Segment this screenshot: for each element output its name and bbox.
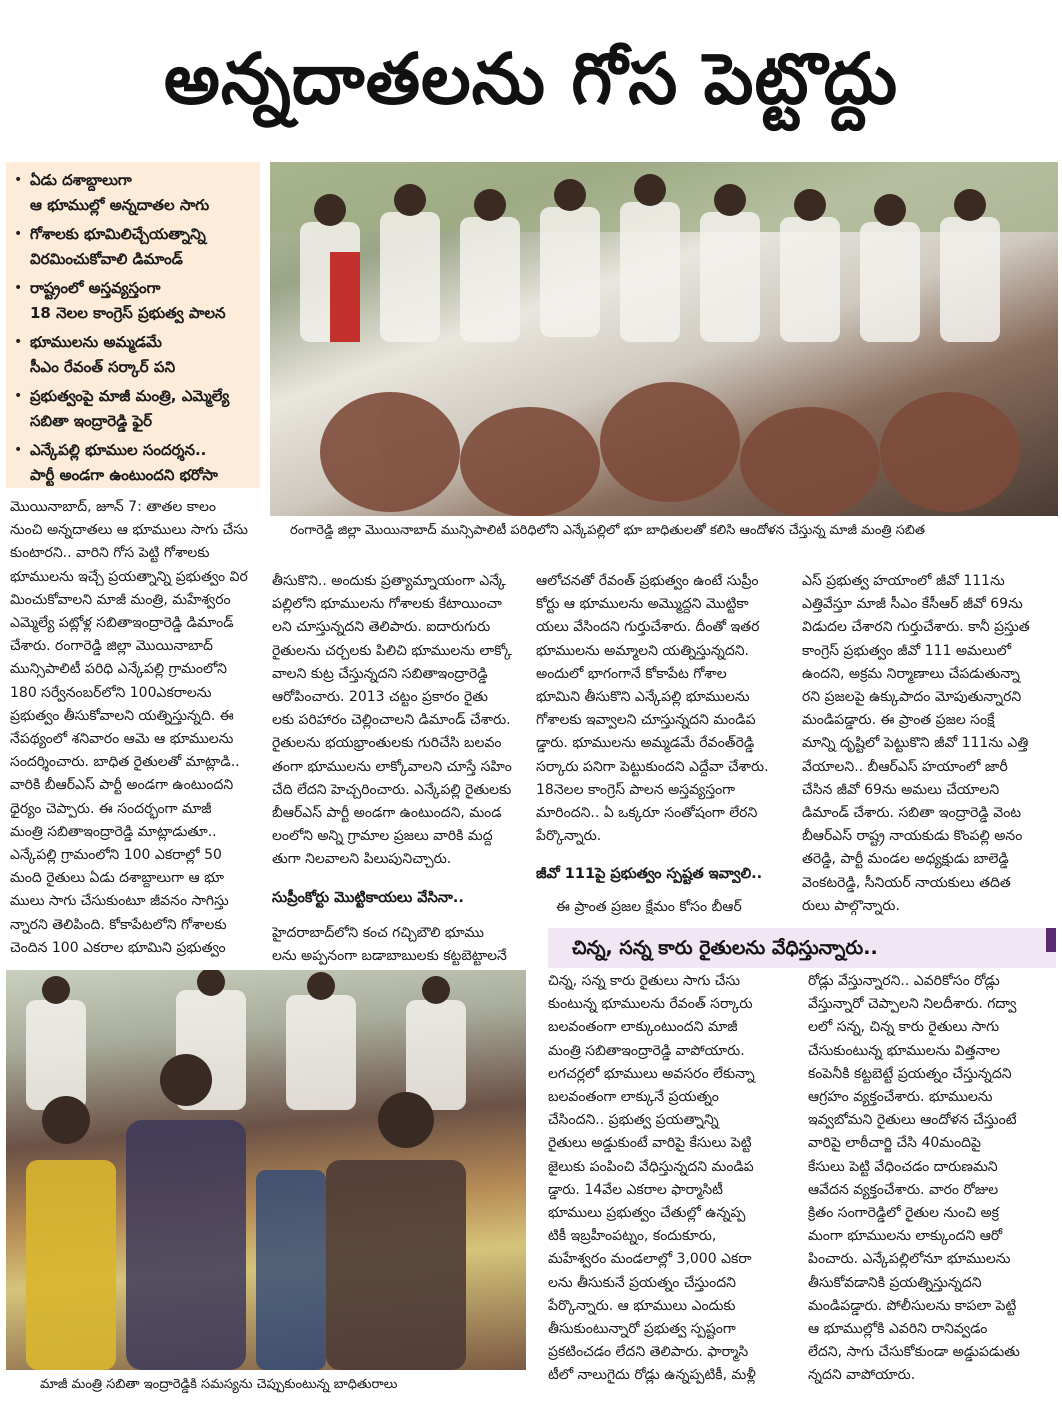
text-line: రైతులు అడ్డుకుంటే వారిపై కేసులు పెట్టి: [548, 1135, 752, 1152]
text-line: ఈ ప్రాంత ప్రజల క్షేమం కోసం బీఆర్: [556, 899, 742, 916]
text-line: రులు పాల్గొన్నారు.: [802, 897, 900, 914]
article-column-1: [10, 496, 262, 960]
text-line: తుగా నిలవాలని పిలుపునిచ్చారు.: [272, 851, 452, 868]
text-line: 180 సర్వేనంబర్‌లోని 100ఎకరాలను: [10, 684, 212, 701]
box-heading: చిన్న, సన్న కారు రైతులను వేధిస్తున్నారు..: [548, 928, 1056, 968]
text-line: జైలుకు పంపించి వేధిస్తున్నదని మండిప: [548, 1158, 754, 1175]
highlight-item: [14, 222, 254, 272]
highlight-text: [30, 222, 206, 272]
text-line: భూములు ప్రభుత్వం చేతుల్లో ఉన్నప్ప: [548, 1205, 746, 1222]
text-line: మంగా భూములను లాక్కుందని ఆరో: [808, 1228, 1003, 1245]
text-line: ఆ భూముల్లోకి ఎవరిని రానివ్వడం: [808, 1321, 988, 1338]
text-line: పేర్కొన్నారు. ఆ భూములు ఎందుకు: [548, 1297, 736, 1314]
text-line: మహేశ్వరం మండలాల్లో 3,000 ఎకరా: [548, 1251, 752, 1268]
text-line: హైదరాబాద్‌లోని కంచ గచ్చిబౌలి భూము: [272, 924, 484, 941]
text-line: మండిపడ్డారు. పోలీసులను కాపలా పెట్టి: [808, 1297, 1017, 1314]
highlight-line: సబితా ఇంద్రారెడ్డి ఫైర్: [30, 412, 153, 430]
text-line: మండిపడ్డారు. ఈ ప్రాంత ప్రజల సంక్షే: [802, 712, 995, 729]
highlight-line: గోశాలకు భూమిలిచ్చేయత్నాన్ని: [30, 225, 206, 243]
bullet-icon: •: [14, 334, 23, 350]
text-line: ప్రకటించడం లేదని తెలిపారు. ఫార్మాసి: [548, 1344, 749, 1361]
text-line: తరెడ్డి, పార్టీ మండల అధ్యక్షుడు బాలెడ్డి: [802, 851, 1009, 868]
text-line: కుంటున్న భూములను రేవంత్ సర్కారు: [548, 996, 753, 1013]
text-line: ఉందని, అక్రమ నిర్మాణాలు చేపడుతున్నా: [802, 665, 1020, 682]
highlight-line: పార్టీ అండగా ఉంటుందని భరోసా: [30, 466, 218, 484]
text-line: రోడ్లు వేస్తున్నారని.. ఎవరికోసం రోడ్లు: [808, 973, 1000, 989]
text-line: కాంగ్రెస్ ప్రభుత్వం జీవో 111 అమలులో: [802, 642, 1012, 659]
text-line: నుంచి అన్నదాతలు ఆ భూములు సాగు చేసు: [10, 522, 248, 539]
text-line: వాలని కుట్ర చేస్తున్నదని సబితాఇంద్రారెడ్డి: [272, 665, 488, 682]
text-line: తంగా భూములను లాక్కోవాలని చూస్తే సహిం: [272, 758, 512, 775]
text-line: మంది రైతులు ఏడు దశాబ్దాలుగా ఆ భూ: [10, 870, 224, 887]
text-line: చేది లేదని హెచ్చరించారు. ఎన్కేపల్లి రైతులకు: [272, 781, 512, 798]
text-line: ఎత్తివేస్తూ మాజీ సీఎం కేసీఆర్ జీవో 69ను: [802, 596, 1023, 613]
text-line: నేపథ్యంలో శనివారం ఆమె ఆ భూములను: [10, 731, 234, 748]
text-line: ఆగ్రహం వ్యక్తంచేశారు. భూములను: [808, 1089, 993, 1106]
people-illustration: [6, 970, 526, 1370]
text-line: ఎన్కేపల్లి గ్రామంలోని 100 ఎకరాల్లో 50: [10, 847, 222, 864]
text-line: కేసులు పెట్టి వేధించడం దారుణమని: [808, 1158, 998, 1175]
text-line: ఎమ్మెల్యే పట్లోళ్ల సబితాఇంద్రారెడ్డి డిమాండ్: [10, 615, 234, 632]
highlight-line: విరమించుకోవాలి డిమాండ్: [30, 250, 183, 268]
text-line: చేసుకుంటున్న భూములను విత్తనాల: [808, 1042, 1001, 1059]
text-line: కంపెనీకి కట్టబెట్టే ప్రయత్నం చేస్తున్నదని: [808, 1065, 1012, 1082]
text-line: భూమిని తీసుకొని ఎన్కేపల్లి భూములను: [536, 689, 750, 706]
bottom-photo: [6, 970, 526, 1370]
text-line: తీసుకుంటున్నారో ప్రభుత్వ స్పష్టంగా: [548, 1321, 736, 1338]
top-photo: [270, 162, 1058, 516]
highlight-text: [30, 438, 218, 488]
text-line: న్నదని వాపోయారు.: [808, 1367, 916, 1384]
text-line: పేర్కొన్నారు.: [536, 828, 602, 845]
text-line: వారికి బీఆర్ఎస్ పార్టీ అండగా ఉంటుందని: [10, 777, 234, 794]
text-line: మాన్ని దృష్టిలో పెట్టుకొని జీవో 111ను ఎత్తి: [802, 735, 1029, 752]
text-line: ములు సాగు చేసుకుంటూ జీవనం సాగిస్తు: [10, 893, 229, 910]
text-line: మంత్రి సబితాఇంద్రారెడ్డి వాపోయారు.: [548, 1042, 745, 1059]
top-photo-caption: రంగారెడ్డి జిల్లా మొయినాబాద్ మున్సిపాలిటీ పరిధిలోని ఎన్కేపల్లిలో భూ బాధితులతో కలిసి ఆందోళన చేస్తున్న మాజీ మంత్రి సబిత: [290, 523, 925, 538]
highlight-item: [14, 168, 254, 218]
highlight-item: [14, 330, 254, 380]
text-line: చెందిన 100 ఎకరాల భూమిని ప్రభుత్వం: [10, 939, 226, 956]
highlight-line: ఏడు దశాబ్దాలుగా: [30, 171, 132, 189]
highlight-line: రాష్ట్రంలో అస్తవ్యస్తంగా: [30, 279, 161, 297]
bullet-icon: •: [14, 280, 23, 296]
text-line: వేయాలని.. బీఆర్ఎస్ హయాంలో జారీ: [802, 758, 1008, 775]
text-line: లను అప్పనంగా బడాబాబులకు కట్టబెట్టాలనే: [272, 947, 507, 964]
text-line: చేశారు. రంగారెడ్డి జిల్లా మొయినాబాద్: [10, 638, 213, 655]
text-line: రైతులను భయభ్రాంతులకు గురిచేసి బలవం: [272, 735, 502, 752]
text-line: ఇవ్వబోమని రైతులు ఆందోళన చేస్తుంటే: [808, 1112, 1017, 1129]
text-line: 18నెలల కాంగ్రెస్ పాలన అస్తవ్యస్తంగా: [536, 781, 736, 798]
text-line: డిమాండ్ చేశారు. సబితా ఇంద్రారెడ్డి వెంట: [802, 805, 1022, 822]
crowd-illustration: [270, 162, 1058, 516]
subheading-supreme-court: సుప్రీంకోర్టు మొట్టికాయలు వేసినా..: [272, 889, 464, 906]
text-line: బీఆర్ఎస్ పార్టీ అండగా ఉంటుందని, మండ: [272, 805, 502, 822]
text-line: చేసిన జీవో 69ను అమలు చేయాలని: [802, 781, 1000, 798]
bullet-icon: •: [14, 442, 23, 458]
text-line: లకు పరిహారం చెల్లించాలని డిమాండ్ చేశారు.: [272, 712, 511, 729]
text-line: న్నారని తెలిపింది. కోకాపేటలోని గోశాలకు: [10, 916, 227, 933]
text-line: వెంకటరెడ్డి, సీనియర్ నాయకులు తదిత: [802, 874, 1011, 891]
text-line: యలు వేసిందని గుర్తుచేశారు. దీంతో ఇతర: [536, 619, 760, 636]
text-line: ఆరోపించారు. 2013 చట్టం ప్రకారం రైతు: [272, 689, 489, 706]
text-line: ప్రభుత్వం తీసుకోవాలని యత్నిస్తున్నది. ఈ: [10, 707, 234, 724]
text-line: ఎస్ ప్రభుత్వ హయాంలో జీవో 111ను: [802, 573, 1005, 589]
highlight-line: 18 నెలల కాంగ్రెస్ ప్రభుత్వ పాలన: [30, 304, 226, 322]
subheading-go-111: జీవో 111పై ప్రభుత్వం స్పష్టత ఇవ్వాలి..: [536, 866, 763, 883]
highlight-line: సీఎం రేవంత్ సర్కార్ పని: [30, 358, 176, 376]
text-line: కుంటారని.. వారిని గోస పెట్టి గోశాలకు: [10, 545, 210, 562]
text-line: డ్డారు. 14వేల ఎకరాల ఫార్మాసిటీ: [548, 1181, 723, 1198]
text-line: వారిపై లాఠీచార్జి చేసి 40మందిపై: [808, 1135, 982, 1152]
highlight-line: ఆ భూముల్లో అన్నదాతల సాగు: [30, 196, 210, 214]
text-line: గోశాలకు ఇవ్వాలని చూస్తున్నదని మండిప: [536, 712, 756, 729]
highlight-item: [14, 438, 254, 488]
text-line: సందర్శించారు. బాధిత రైతులతో మాట్లాడి..: [10, 754, 240, 771]
text-line: కోర్టు ఆ భూములను అమ్మొద్దని మొట్టికా: [536, 596, 749, 613]
text-line: డ్డారు. భూములను అమ్మడమే రేవంత్‌రెడ్డి: [536, 735, 755, 752]
text-line: ఆలోచనతో రేవంత్ ప్రభుత్వం ఉంటే సుప్రీం: [536, 573, 759, 589]
text-line: రని ప్రజలపై ఉక్కుపాదం మోపుతున్నారని: [802, 689, 1022, 706]
text-line: భూములను అమ్మాలని యత్నిస్తున్నదని.: [536, 642, 750, 659]
bottom-photo-caption: మాజీ మంత్రి సబితా ఇంద్రారెడ్డికి సమస్యను చెప్పుకుంటున్న బాధితురాలు: [40, 1377, 398, 1392]
highlight-text: [30, 330, 175, 380]
text-line: మొయినాబాద్, జూన్ 7: తాతల కాలం: [10, 499, 216, 515]
headline: అన్నదాతలను గోస పెట్టొద్దు: [163, 38, 899, 120]
text-line: ఆవేదన వ్యక్తంచేశారు. వారం రోజుల: [808, 1181, 999, 1198]
highlight-line: భూములను అమ్మడమే: [30, 333, 162, 351]
text-line: అందులో భాగంగానే కోకాపేట గోశాల: [536, 665, 727, 682]
bullet-icon: •: [14, 226, 23, 242]
text-line: ధైర్యం చెప్పారు. ఈ సందర్భంగా మాజీ: [10, 800, 212, 817]
highlight-text: [30, 168, 209, 218]
text-line: పల్లిలోని భూములను గోశాలకు కేటాయించా: [272, 596, 502, 613]
text-line: తీసుకోవడానికి ప్రయత్నిస్తున్నదని: [808, 1274, 982, 1291]
text-line: టికీ ఇబ్రహీంపట్నం, కందుకూరు,: [548, 1228, 717, 1245]
text-line: పించారు. ఎన్కేపల్లిలోనూ భూములను: [808, 1251, 1011, 1268]
text-line: లేదని, సాగు చేసుకోకుండా అడ్డుపడుతు: [808, 1344, 1020, 1361]
text-line: మారిందని.. ఏ ఒక్కరూ సంతోషంగా లేరని: [536, 805, 758, 822]
text-line: లను తీసుకునే ప్రయత్నం చేస్తుందని: [548, 1274, 736, 1291]
text-line: మించుకోవాలని మాజీ మంత్రి, మహేశ్వరం: [10, 591, 231, 608]
text-line: మంత్రి సబితాఇంద్రారెడ్డి మాట్లాడుతూ..: [10, 823, 217, 840]
text-line: టీలో నాలుగైదు రోడ్లు ఉన్నప్పటికీ, మళ్లీ: [548, 1367, 756, 1384]
highlights-box: [6, 162, 260, 488]
text-line: బీఆర్ఎస్ రాష్ట్ర నాయకుడు కొంపల్లి అనం: [802, 828, 1023, 845]
text-line: భూములను ఇచ్చే ప్రయత్నాన్ని ప్రభుత్వం విర: [10, 568, 248, 585]
highlight-line: ఎన్కేపల్లి భూముల సందర్శన..: [30, 441, 207, 459]
text-line: మున్సిపాలిటీ పరిధి ఎన్కేపల్లి గ్రామంలోని: [10, 661, 227, 678]
text-line: లంలోని అన్ని గ్రామాల ప్రజలు వారికి మద్ద: [272, 828, 493, 845]
highlight-line: ప్రభుత్వంపై మాజీ మంత్రి, ఎమ్మెల్యే: [30, 387, 230, 405]
text-line: లగచర్లలో భూములు అవసరం లేకున్నా: [548, 1065, 755, 1082]
text-line: చిన్న, సన్న కారు రైతులు సాగు చేసు: [548, 973, 741, 989]
text-line: రైతులను చర్చలకు పిలిచి భూములను లాక్కో: [272, 642, 512, 659]
text-line: లలో సన్న, చిన్న కారు రైతులు సాగు: [808, 1019, 1000, 1036]
article-column-2: [272, 570, 522, 968]
box-column-2: [808, 970, 1056, 1388]
bullet-icon: •: [14, 388, 23, 404]
box-column-1: [548, 970, 796, 1388]
text-line: లని చూస్తున్నదని తెలిపారు. ఐదారుగురు: [272, 619, 491, 636]
highlight-item: [14, 384, 254, 434]
text-line: సర్కారు పనిగా పెట్టుకుందని ఎద్దేవా చేశారు.: [536, 758, 769, 775]
text-line: బలవంతంగా లాక్కునే ప్రయత్నం: [548, 1089, 719, 1106]
text-line: క్రితం సంగారెడ్డిలో రైతుల నుంచి అక్ర: [808, 1205, 999, 1222]
text-line: వేస్తున్నారో చెప్పాలని నిలదీశారు. గద్వా: [808, 996, 1017, 1013]
highlight-item: [14, 276, 254, 326]
text-line: తీసుకొని.. అందుకు ప్రత్యామ్నాయంగా ఎన్కే: [272, 573, 506, 589]
article-column-3: [536, 570, 788, 920]
highlight-text: [30, 276, 225, 326]
highlight-text: [30, 384, 229, 434]
text-line: బలవంతంగా లాక్కుంటుందని మాజీ: [548, 1019, 738, 1036]
text-line: విడుదల చేశారని గుర్తుచేశారు. కానీ ప్రస్తుత: [802, 619, 1030, 636]
box-accent-bar: [1046, 928, 1056, 952]
bullet-icon: •: [14, 172, 23, 188]
text-line: చేసిందని.. ప్రభుత్వ ప్రయత్నాన్ని: [548, 1112, 719, 1129]
article-column-4: [802, 570, 1056, 918]
